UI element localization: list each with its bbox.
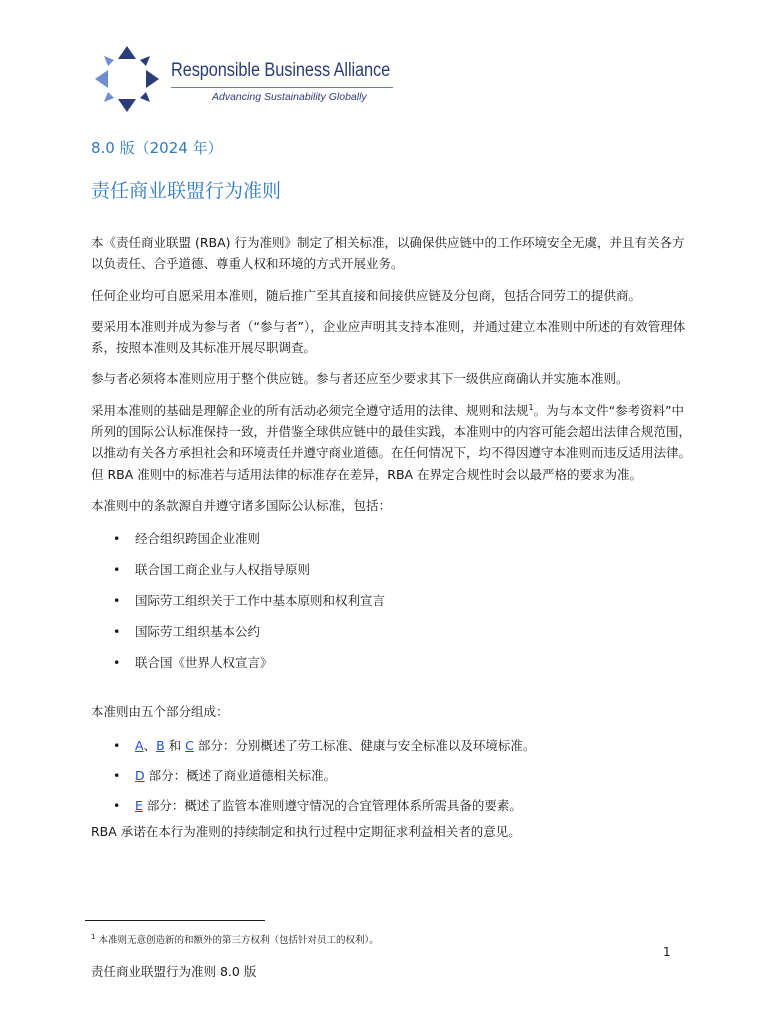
parts-intro: 本准则由五个部分组成： <box>91 704 229 720</box>
list-item <box>91 765 691 795</box>
logo-name: Responsible Business Alliance <box>171 60 391 81</box>
link-section-d[interactable]: D <box>135 767 145 783</box>
logo-divider <box>171 87 393 88</box>
link-section-b[interactable]: B <box>156 737 165 753</box>
list-item-text: 部分：分别概述了劳工标准、健康与安全标准以及环境标准。 <box>193 737 536 753</box>
list-item <box>91 559 691 590</box>
separator: 、 <box>143 737 157 753</box>
footnote-number: 1 <box>91 932 96 941</box>
link-section-a[interactable]: A <box>135 737 144 753</box>
paragraph: 参与者必须将本准则应用于整个供应链。参与者还应至少要求其下一级供应商确认并实施本准则。 <box>91 371 629 387</box>
list-item <box>91 590 691 621</box>
bullet-icon: • <box>113 531 121 547</box>
bullet-icon: • <box>113 655 121 671</box>
link-section-c[interactable]: C <box>185 737 194 753</box>
bullet-icon: • <box>113 797 121 813</box>
document-body <box>91 232 691 852</box>
list-item <box>91 735 691 765</box>
list-item-text: 国际劳工组织关于工作中基本原则和权利宣言 <box>135 593 386 609</box>
compass-logo-icon <box>92 44 162 114</box>
list-item-text: 部分：概述了监管本准则遵守情况的合宜管理体系所需具备的要素。 <box>142 797 522 813</box>
closing-paragraph: RBA 承诺在本行为准则的持续制定和执行过程中定期征求利益相关者的意见。 <box>91 823 521 839</box>
logo-tagline: Advancing Sustainability Globally <box>212 91 367 103</box>
rba-logo <box>92 44 412 114</box>
page-footer: 责任商业联盟行为准则 8.0 版 <box>91 964 257 979</box>
paragraph: 任何企业均可自愿采用本准则，随后推广至其直接和间接供应链及分包商，包括合同劳工的提供商。 <box>91 287 642 303</box>
standards-intro: 本准则中的条款源自并遵守诸多国际公认标准，包括： <box>91 497 392 513</box>
footnote <box>91 932 379 946</box>
page-number: 1 <box>663 945 671 959</box>
paragraph: 要采用本准则并成为参与者（“参与者”），企业应声明其支持本准则，并通过建立本准则中所述的有效管理体系，按照本准则及其标准开展尽职调查。 <box>91 318 686 356</box>
list-item-text: 部分：概述了商业道德相关标准。 <box>144 767 337 783</box>
document-title: 责任商业联盟行为准则 <box>91 180 282 202</box>
list-item-text: 国际劳工组织基本公约 <box>135 624 261 640</box>
list-item <box>91 528 691 559</box>
list-item <box>91 795 691 825</box>
separator: 和 <box>164 737 186 753</box>
list-item <box>91 652 691 683</box>
list-item-text: 联合国《世界人权宣言》 <box>135 655 273 671</box>
parts-list <box>91 735 691 825</box>
spacer <box>91 683 691 701</box>
bullet-icon: • <box>113 737 121 753</box>
bullet-icon: • <box>113 562 121 578</box>
footnote-divider <box>85 920 265 921</box>
footnote-text: 本准则无意创造新的和额外的第三方权利（包括针对员工的权利）。 <box>95 935 379 946</box>
text-span: 采用本准则的基础是理解企业的所有活动必须完全遵守适用的法律、规则和法规 <box>91 402 529 418</box>
list-item <box>91 621 691 652</box>
paragraph: 本《责任商业联盟 (RBA) 行为准则》制定了相关标准，以确保供应链中的工作环境安全无虞，并且有关各方以负责任、合乎道德、尊重人权和环境的方式开展业务。 <box>91 235 685 272</box>
bullet-icon: • <box>113 767 121 783</box>
text-span: 。为与本文件“参考资料”中所列的国际公认标准保持一致，并借鉴全球供应链中的最佳实践，本准则中的内容可能会超出法律合规范围，以推动有关各方承担社会和环境责任并遵守商业道德。在任何情况下，均不得因遵守本准则而违反适用法律。但 RBA 准则中的标准若与适用法律的标准存在差异，RBA 在界定合规性时会以最严格的要求为准。 <box>91 402 692 482</box>
bullet-icon: • <box>113 593 121 609</box>
list-item-text: 联合国工商企业与人权指导原则 <box>135 562 311 578</box>
standards-list <box>91 528 691 683</box>
link-section-e[interactable]: E <box>135 797 143 813</box>
paragraph-legal-basis <box>91 400 691 485</box>
bullet-icon: • <box>113 624 121 640</box>
list-item-text: 经合组织跨国企业准则 <box>135 531 261 547</box>
footnote-ref[interactable]: 1 <box>528 402 534 412</box>
version-heading: 8.0 版（2024 年） <box>91 139 223 157</box>
